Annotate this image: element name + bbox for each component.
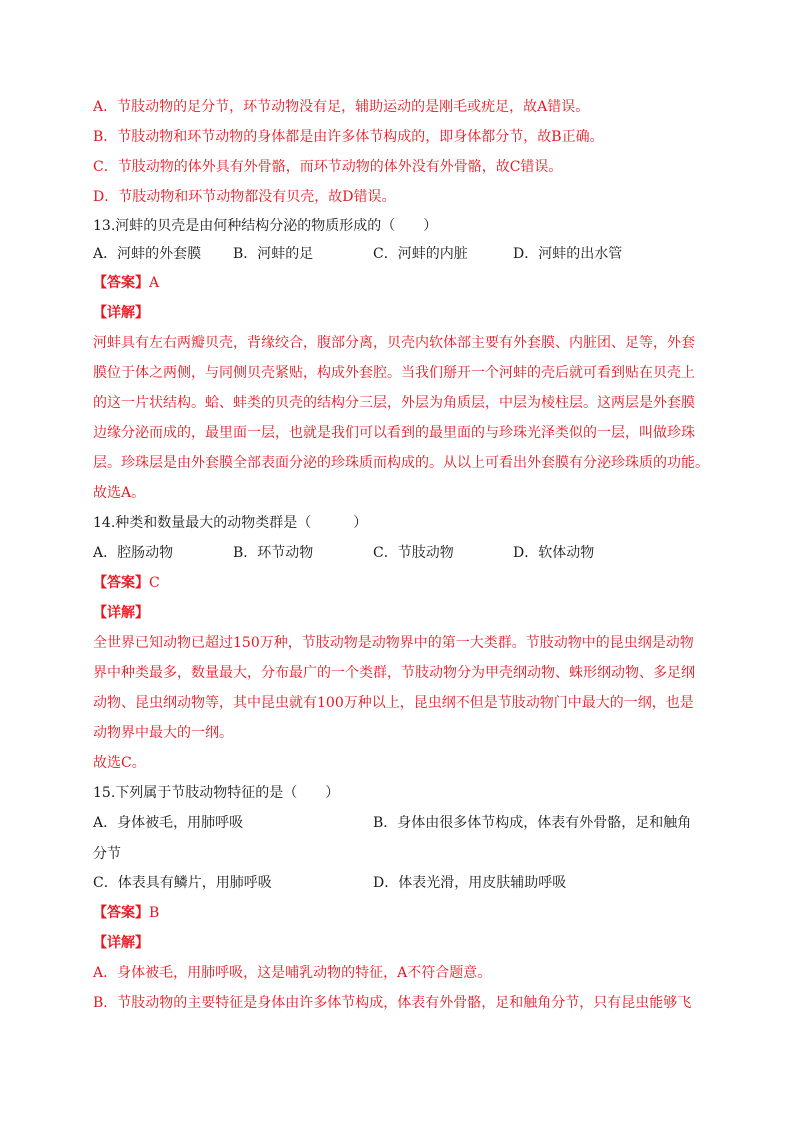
q14-detail-line: 动物、昆虫纲动物等，其中昆虫就有100万种以上，昆虫纲不但是节肢动物门中最大的一纲，也是: [93, 695, 694, 711]
q12-analysis-b: B．节肢动物和环节动物的身体都是由许多体节构成的，即身体都分节，故B正确。: [93, 129, 604, 145]
q13-option-b: B．河蚌的足: [233, 246, 314, 262]
q13-conclusion: 故选A。: [93, 485, 146, 501]
q15-stem: 15.下列属于节肢动物特征的是（ ）: [93, 785, 340, 801]
answer-value: C: [149, 575, 160, 591]
q15-detail-a: A．身体被毛，用肺呼吸，这是哺乳动物的特征，A不符合题意。: [93, 965, 492, 981]
answer-value: B: [149, 905, 160, 921]
answer-tag: 【答案】: [93, 575, 149, 591]
q13-detail-line: 层。珍珠层是由外套膜全部表面分泌的珍珠质而构成的。从以上可看出外套膜有分泌珍珠质的功能。: [93, 455, 709, 471]
q14-conclusion: 故选C。: [93, 755, 146, 771]
q12-analysis-d: D．节肢动物和环节动物都没有贝壳，故D错误。: [93, 189, 396, 205]
q13-answer: [93, 273, 159, 293]
q15-option-b: B．身体由很多体节构成，体表有外骨骼，足和触角: [373, 815, 692, 831]
answer-tag: 【答案】: [93, 275, 149, 291]
q13-option-a: A．河蚌的外套膜: [93, 246, 202, 262]
q13-detail-line: 河蚌具有左右两瓣贝壳，背缘绞合，腹部分离，贝壳内软体部主要有外套膜、内脏团、足等，外套: [93, 335, 695, 351]
q15-detail-b: B．节肢动物的主要特征是身体由许多体节构成，体表有外骨骼，足和触角分节，只有昆虫能够飞: [93, 995, 692, 1011]
answer-value: A: [149, 275, 160, 291]
q13-option-d: D．河蚌的出水管: [513, 246, 623, 262]
q14-option-c: C．节肢动物: [373, 545, 454, 561]
q14-detail-line: 全世界已知动物已超过150万种，节肢动物是动物界中的第一大类群。节肢动物中的昆虫纲是动物: [93, 635, 694, 651]
q15-option-c: C．体表具有鳞片，用肺呼吸: [93, 875, 272, 891]
q14-stem: 14.种类和数量最大的动物类群是（ ）: [93, 515, 368, 531]
q13-detail-line: 的这一片状结构。蛤、蚌类的贝壳的结构分三层，外层为角质层，中层为棱柱层。这两层是外套膜: [93, 395, 695, 411]
q15-option-b-continued: 分节: [93, 846, 121, 862]
q13-detail-line: 边缘分泌而成的，最里面一层，也就是我们可以看到的最里面的与珍珠光泽类似的一层，叫做珍珠: [93, 425, 695, 441]
q15-answer: [93, 903, 159, 923]
q12-analysis-c: C．节肢动物的体外具有外骨骼，而环节动物的体外没有外骨骼，故C错误。: [93, 159, 563, 175]
q13-detail-line: 膜位于体之两侧，与同侧贝壳紧贴，构成外套腔。当我们掰开一个河蚌的壳后就可看到贴在贝壳上: [93, 365, 695, 381]
q15-option-d: D．体表光滑，用皮肤辅助呼吸: [373, 875, 567, 891]
q12-analysis-a: A．节肢动物的足分节，环节动物没有足，辅助运动的是刚毛或疣足，故A错误。: [93, 99, 590, 115]
answer-tag: 【答案】: [93, 905, 149, 921]
q14-detail-line: 界中种类最多，数量最大，分布最广的一个类群，节肢动物分为甲壳纲动物、蛛形纲动物、多足纲: [93, 665, 695, 681]
q14-option-b: B．环节动物: [233, 545, 314, 561]
q15-option-a: A．身体被毛，用肺呼吸: [93, 815, 244, 831]
q13-option-c: C．河蚌的内脏: [373, 246, 468, 262]
q14-answer: [93, 573, 160, 593]
q14-option-a: A．腔肠动物: [93, 545, 174, 561]
q14-detail-tag: 【详解】: [93, 605, 149, 621]
q15-detail-tag: 【详解】: [93, 935, 149, 951]
q14-detail-line: 动物界中最大的一纲。: [93, 725, 233, 741]
q14-option-d: D．软体动物: [513, 545, 595, 561]
q13-stem: 13.河蚌的贝壳是由何种结构分泌的物质形成的（ ）: [93, 218, 438, 234]
q13-detail-tag: 【详解】: [93, 305, 149, 321]
